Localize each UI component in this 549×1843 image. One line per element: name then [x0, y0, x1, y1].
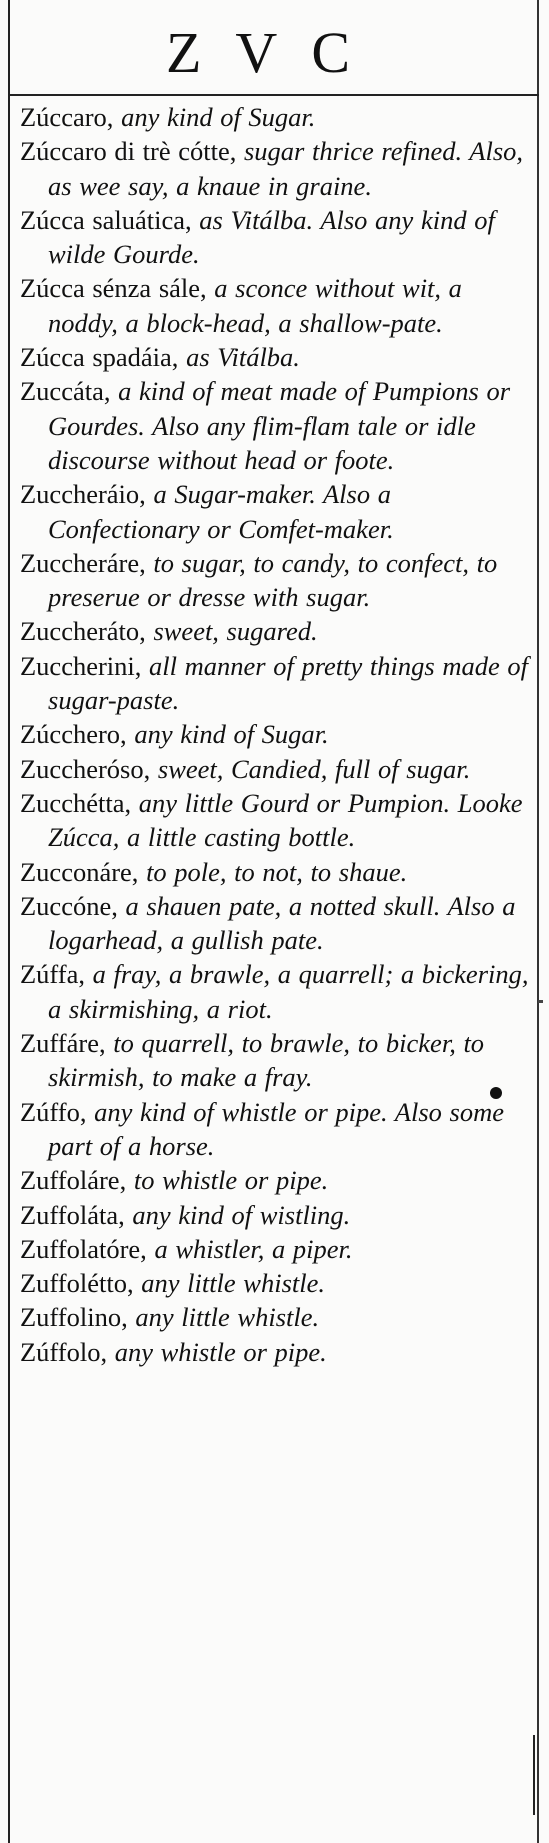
headword: Zuffolino, [20, 1302, 128, 1333]
definition: a kind of meat made of Pumpions or Gourdes. Also any flim-flam tale or idle discourse without head or foote. [48, 376, 511, 475]
headword: Zuccheráio, [20, 479, 146, 510]
definition: as Vitálba. [178, 342, 300, 373]
definition: any little Gourd or Pumpion. Looke Zúcca, a little casting bottle. [48, 787, 523, 853]
dictionary-entry [20, 752, 532, 786]
dictionary-entry [20, 855, 532, 889]
definition: as Vitálba. Also any kind of wilde Gourde. [48, 204, 495, 270]
definition: a Sugar-maker. Also a Confectionary or Comfet-maker. [48, 479, 394, 544]
dictionary-entry [20, 477, 532, 546]
headword: Zúffo, [20, 1096, 87, 1127]
dictionary-entry [20, 1335, 532, 1369]
definition: a shauen pate, a notted skull. Also a logarhead, a gullish pate. [48, 890, 516, 956]
dictionary-entry [20, 1232, 532, 1266]
headword: Zúffa, [20, 959, 85, 990]
dictionary-entry [20, 889, 532, 958]
definition: to sugar, to candy, to confect, to preserue or dresse with sugar. [48, 547, 498, 613]
headword: Zuffáre, [20, 1028, 106, 1059]
definition: any whistle or pipe. [107, 1336, 327, 1367]
margin-mark [538, 1000, 543, 1003]
definition: sweet, sugared. [145, 616, 318, 647]
headword: Zuffolétto, [20, 1268, 134, 1299]
right-border-rule [537, 0, 539, 1843]
definition: sweet, Candied, full of sugar. [150, 753, 471, 784]
dictionary-entry [20, 649, 532, 718]
headword: Zúcca spadáia, [20, 342, 179, 373]
dictionary-entry [20, 1026, 532, 1095]
definition: any little whistle. [133, 1268, 326, 1299]
dictionary-entry [20, 340, 532, 374]
headword: Zuccáta, [20, 376, 111, 407]
headword: Zuffoláta, [20, 1199, 125, 1230]
dictionary-entry [20, 1300, 532, 1334]
definition: a fray, a brawle, a quarrell; a bickering, a skirmishing, a riot. [48, 959, 529, 1024]
definition: to whistle or pipe. [126, 1165, 329, 1196]
headword: Zuccóne, [20, 890, 118, 921]
right-border-rule-lower [533, 1735, 535, 1815]
definition: any kind of wistling. [124, 1199, 351, 1230]
headword: Zuccherini, [20, 650, 142, 681]
headword: Zuffolatóre, [20, 1233, 147, 1264]
dictionary-entry [20, 271, 532, 340]
dictionary-entry [20, 786, 532, 855]
headword: Zúffolo, [20, 1336, 108, 1367]
headword: Zuccheráto, [20, 616, 146, 647]
definition: any kind of Sugar. [126, 719, 329, 750]
dictionary-entry [20, 134, 532, 203]
dictionary-entry [20, 1095, 532, 1164]
definition: a whistler, a piper. [146, 1233, 353, 1264]
headword: Zuffoláre, [20, 1165, 127, 1196]
definition: to quarrell, to brawle, to bicker, to skirmish, to make a fray. [48, 1028, 485, 1093]
headword: Zúccaro, [20, 102, 114, 132]
headword: Zuccheráre, [20, 547, 146, 578]
dictionary-entry [20, 1266, 532, 1300]
header-rule [8, 94, 539, 96]
dictionary-entry [20, 1163, 532, 1197]
headword: Zucconáre, [20, 856, 139, 887]
headword: Zucchétta, [20, 787, 132, 818]
page-header: ZVC [166, 20, 384, 85]
headword: Zúcca sénza sále, [20, 273, 207, 304]
dictionary-entry [20, 374, 532, 477]
left-border-rule [8, 0, 10, 1843]
definition: to pole, to not, to shaue. [138, 856, 408, 887]
definition: any little whistle. [127, 1302, 320, 1333]
headword: Zúcchero, [20, 719, 127, 750]
entry-list [20, 100, 532, 1369]
dictionary-entry [20, 717, 532, 751]
definition: sugar thrice refined. Also, as wee say, a knaue in graine. [48, 136, 524, 201]
definition: all manner of pretty things made of sugar-paste. [48, 650, 528, 716]
headword: Zúcca saluática, [20, 204, 192, 235]
definition: any kind of Sugar. [113, 102, 316, 132]
definition: any kind of whistle or pipe. Also some part of a horse. [48, 1096, 504, 1161]
dictionary-entry [20, 1198, 532, 1232]
dictionary-entry [20, 546, 532, 615]
dictionary-entry [20, 100, 532, 134]
definition: a sconce without wit, a noddy, a block-head, a shallow-pate. [48, 273, 462, 338]
headword: Zúccaro di trè cótte, [20, 136, 237, 167]
dictionary-entry [20, 614, 532, 648]
dictionary-entry [20, 203, 532, 272]
headword: Zuccheróso, [20, 753, 151, 784]
dictionary-entry [20, 957, 532, 1026]
